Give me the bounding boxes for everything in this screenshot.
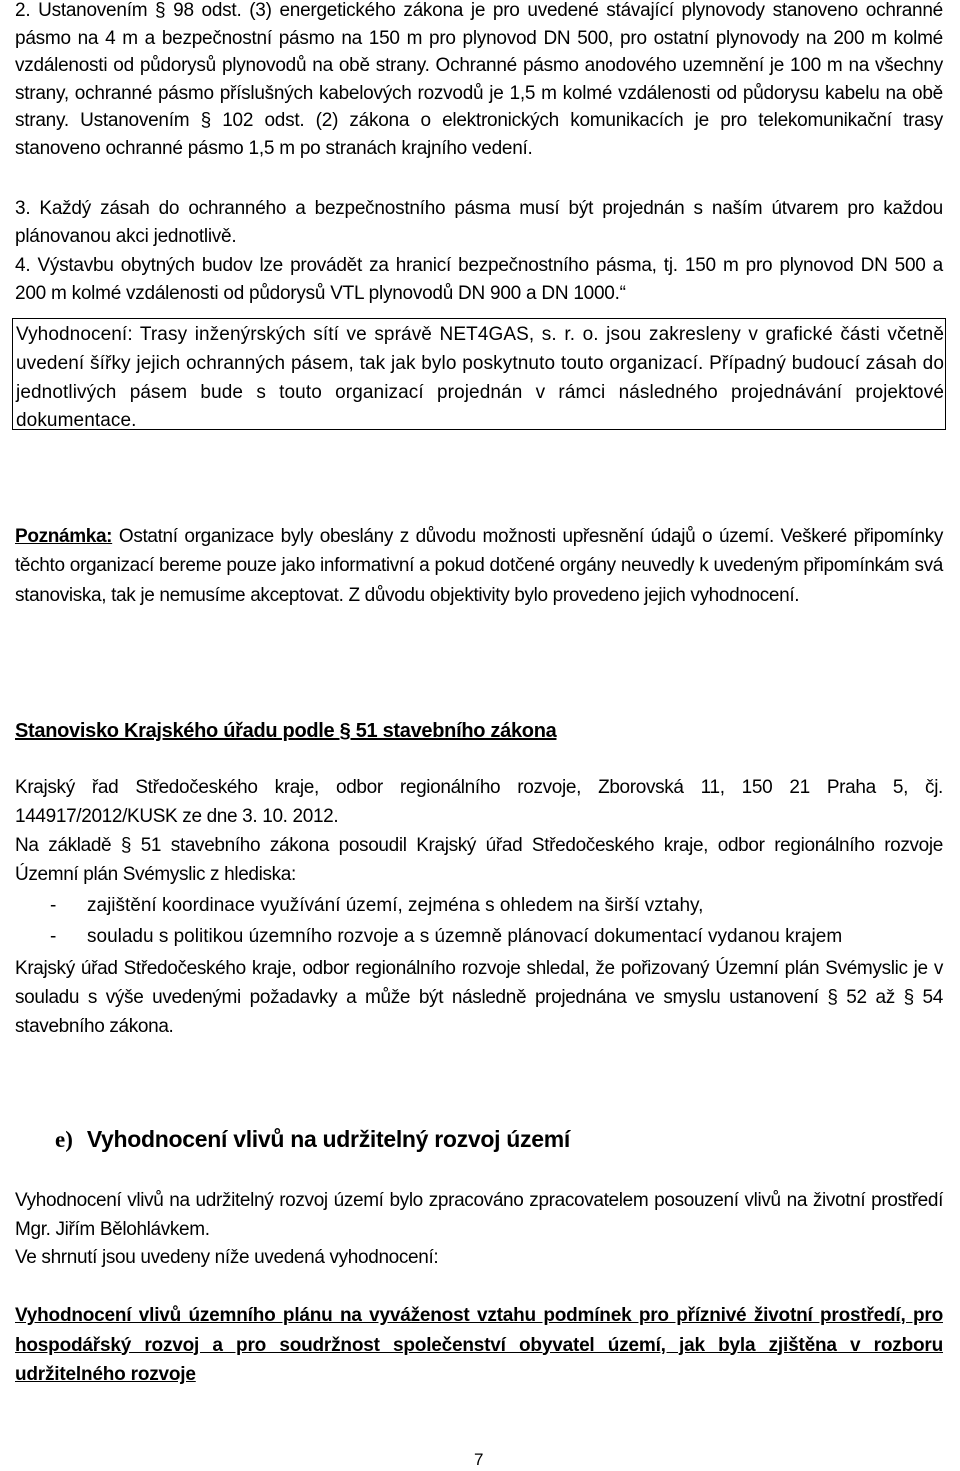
list-item-text: zajištění koordinace využívání území, zejména s ohledem na širší vztahy,	[87, 895, 704, 916]
note-text: Ostatní organizace byly obeslány z důvodu možnosti upřesnění údajů o území. Veškeré připomínky těchto organizací bereme pouze jako informativní a pokud dotčené orgány neuvedly k uvedeným připomínkám svá stanoviska, tak je nemusíme akceptovat. Z důvodu objektivity bylo provedeno jejich vyhodnocení.	[15, 526, 943, 606]
list-dash: -	[50, 926, 57, 947]
paragraph-krajsky-1: Krajský řad Středočeského kraje, odbor regionálního rozvoje, Zborovská 11, 150 21 Praha 5, čj. 144917/2012/KUSK ze dne 3. 10. 2012.	[15, 777, 943, 827]
paragraph-krajsky-2: Na základě § 51 stavebního zákona posoudil Krajský úřad Středočeského kraje, odbor regionálního rozvoje Územní plán Svémyslic z hlediska:	[15, 835, 943, 885]
list-item	[50, 890, 842, 921]
section-heading-krajsky-urad: Stanovisko Krajského úřadu podle § 51 stavebního zákona	[15, 720, 557, 742]
evaluation-text: Vyhodnocení: Trasy inženýrských sítí ve správě NET4GAS, s. r. o. jsou zakresleny v grafické části včetně uvedení šířky jejich ochranných pásem, tak jak bylo poskytnuto touto organizací. Případný budoucí zásah do jednotlivých pásem bude s touto organizací projednán v rámci následného projednávání projektové dokumentace.	[16, 324, 944, 432]
paragraph-item-2: 2. Ustanovením § 98 odst. (3) energetického zákona je pro uvedené stávající plynovody stanoveno ochranné pásmo na 4 m a bezpečnostní pásmo na 150 m pro plynovod DN 500, pro ostatní plynovody na 200 m kolmé vzdálenosti od půdorysů plynovodů na obě strany. Ochranné pásmo anodového uzemnění je 100 m na všechny strany, ochranné pásmo příslušných kabelových rozvodů je 1,5 m kolmé vzdálenosti od půdorysu kabelu na obě strany. Ustanovením § 102 odst. (2) zákona o elektronických komunikacích je pro telekomunikační trasy stanoveno ochranné pásmo 1,5 m po stranách krajního vedení.	[15, 0, 943, 159]
heading-e	[55, 1126, 570, 1153]
paragraph-krajsky-3: Krajský úřad Středočeského kraje, odbor regionálního rozvoje shledal, že pořizovaný Územní plán Svémyslic je v souladu s výše uvedenými požadavky a může být následně projednána ve smyslu ustanovení § 52 až § 54 stavebního zákona.	[15, 958, 943, 1037]
list-item	[50, 921, 842, 952]
evaluation-box	[12, 318, 946, 430]
heading-e-letter: e)	[55, 1127, 73, 1152]
paragraph-item-3: 3. Každý zásah do ochranného a bezpečnostního pásma musí být projednán s naším útvarem pro každou plánovanou akci jednotlivě.	[15, 198, 943, 247]
list-item-text: souladu s politikou územního rozvoje a s územně plánovací dokumentací vydanou krajem	[87, 926, 843, 947]
bold-evaluation-text: Vyhodnocení vlivů územního plánu na vyváženost vztahu podmínek pro příznivé životní prostředí, pro hospodářský rozvoj a pro soudržnost společenství obyvatel území, jak byla zjištěna v rozboru udržitelného rozvoje	[15, 1305, 943, 1385]
page-number: 7	[474, 1450, 484, 1469]
paragraph-e-2: Ve shrnutí jsou uvedeny níže uvedená vyhodnocení:	[15, 1247, 439, 1268]
assessment-list	[50, 890, 842, 952]
paragraph-item-4: 4. Výstavbu obytných budov lze provádět za hranicí bezpečnostního pásma, tj. 150 m pro plynovod DN 500 a 200 m kolmé vzdálenosti od půdorysů VTL plynovodů DN 900 a DN 1000.“	[15, 255, 943, 304]
heading-e-title: Vyhodnocení vlivů na udržitelný rozvoj území	[86, 1126, 570, 1152]
paragraph-e-1: Vyhodnocení vlivů na udržitelný rozvoj území bylo zpracováno zpracovatelem posouzení vlivů na životní prostředí Mgr. Jiřím Bělohlávkem.	[15, 1190, 943, 1240]
bold-evaluation-heading	[15, 1301, 943, 1390]
note-paragraph	[15, 522, 943, 610]
note-label: Poznámka:	[15, 526, 113, 547]
list-dash: -	[50, 895, 57, 916]
